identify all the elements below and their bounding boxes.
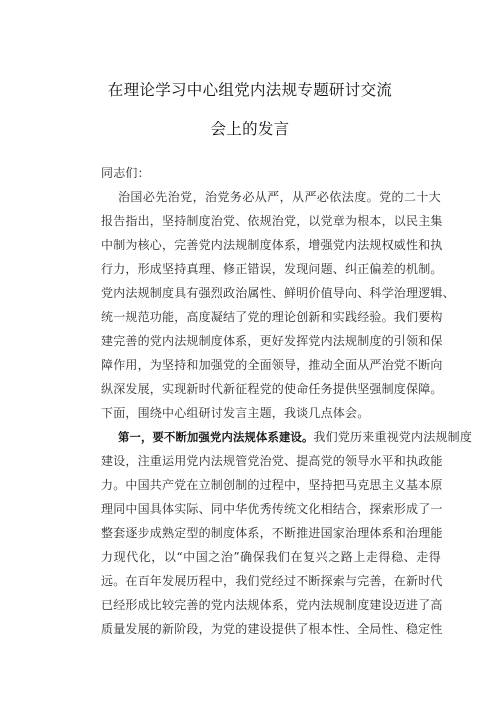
paragraph-1-line: 纵深发展，实现新时代新征程党的使命任务提供坚强制度保障。 — [101, 382, 443, 396]
paragraph-1-line: 党内法规制度具有强烈政治属性、鲜明价值导向、科学治理逻辑、 — [101, 286, 455, 300]
paragraph-2-first-line-rest: 我们党历来重视党内法规制度 — [313, 430, 473, 444]
paragraph-2-line: 力现代化，以“中国之治”确保我们在复兴之路上走得稳、走得 — [101, 550, 441, 564]
document-title-line-2: 会上的发言 — [210, 120, 290, 138]
paragraph-2-line: 建设，注重运用党内法规管党治党、提高党的领导水平和执政能 — [101, 454, 443, 468]
paragraph-1-line: 障作用，为坚持和加强党的全面领导，推动全面从严治党不断向 — [101, 358, 443, 372]
paragraph-1-line: 行力，形成坚持真理、修正错误，发现问题、纠正偏差的机制。 — [101, 262, 443, 276]
paragraph-1-line: 建完善的党内法规制度体系，更好发挥党内法规制度的引领和保 — [101, 334, 443, 348]
paragraph-2-line: 质量发展的新阶段，为党的建设提供了根本性、全局性、稳定性 — [101, 622, 443, 636]
document-title-line-1: 在理论学习中心组党内法规专题研讨交流 — [107, 81, 393, 99]
paragraph-1-line: 报告指出，坚持制度治党、依规治党，以党章为根本，以民主集 — [101, 214, 443, 228]
paragraph-2-line: 理同中国具体实际、同中华优秀传统文化相结合，探索形成了一 — [101, 502, 443, 516]
paragraph-1-line: 统一规范功能，高度凝结了党的理论创新和实践经验。我们要构 — [101, 310, 443, 324]
paragraph-1-line: 治国必先治党，治党务必从严，从严必依法度。党的二十大 — [118, 190, 441, 204]
paragraph-2-first-line — [118, 429, 473, 446]
paragraph-2-line: 整套逐步成熟定型的制度体系，不断推进国家治理体系和治理能 — [101, 526, 443, 540]
paragraph-2-line: 已经形成比较完善的党内法规体系，党内法规制度建设迈进了高 — [101, 598, 443, 612]
salutation: 同志们： — [101, 166, 150, 180]
paragraph-2-heading: 第一，要不断加强党内法规体系建设。 — [118, 431, 314, 444]
paragraph-1-line: 中制为核心，完善党内法规制度体系，增强党内法规权威性和执 — [101, 238, 443, 252]
paragraph-2-line: 力。中国共产党在立制创制的过程中，坚持把马克思主义基本原 — [101, 478, 443, 492]
paragraph-1-line: 下面，围绕中心组研讨发言主题，我谈几点体会。 — [101, 406, 370, 420]
paragraph-2-line: 远。在百年发展历程中，我们党经过不断探索与完善，在新时代 — [101, 574, 443, 588]
